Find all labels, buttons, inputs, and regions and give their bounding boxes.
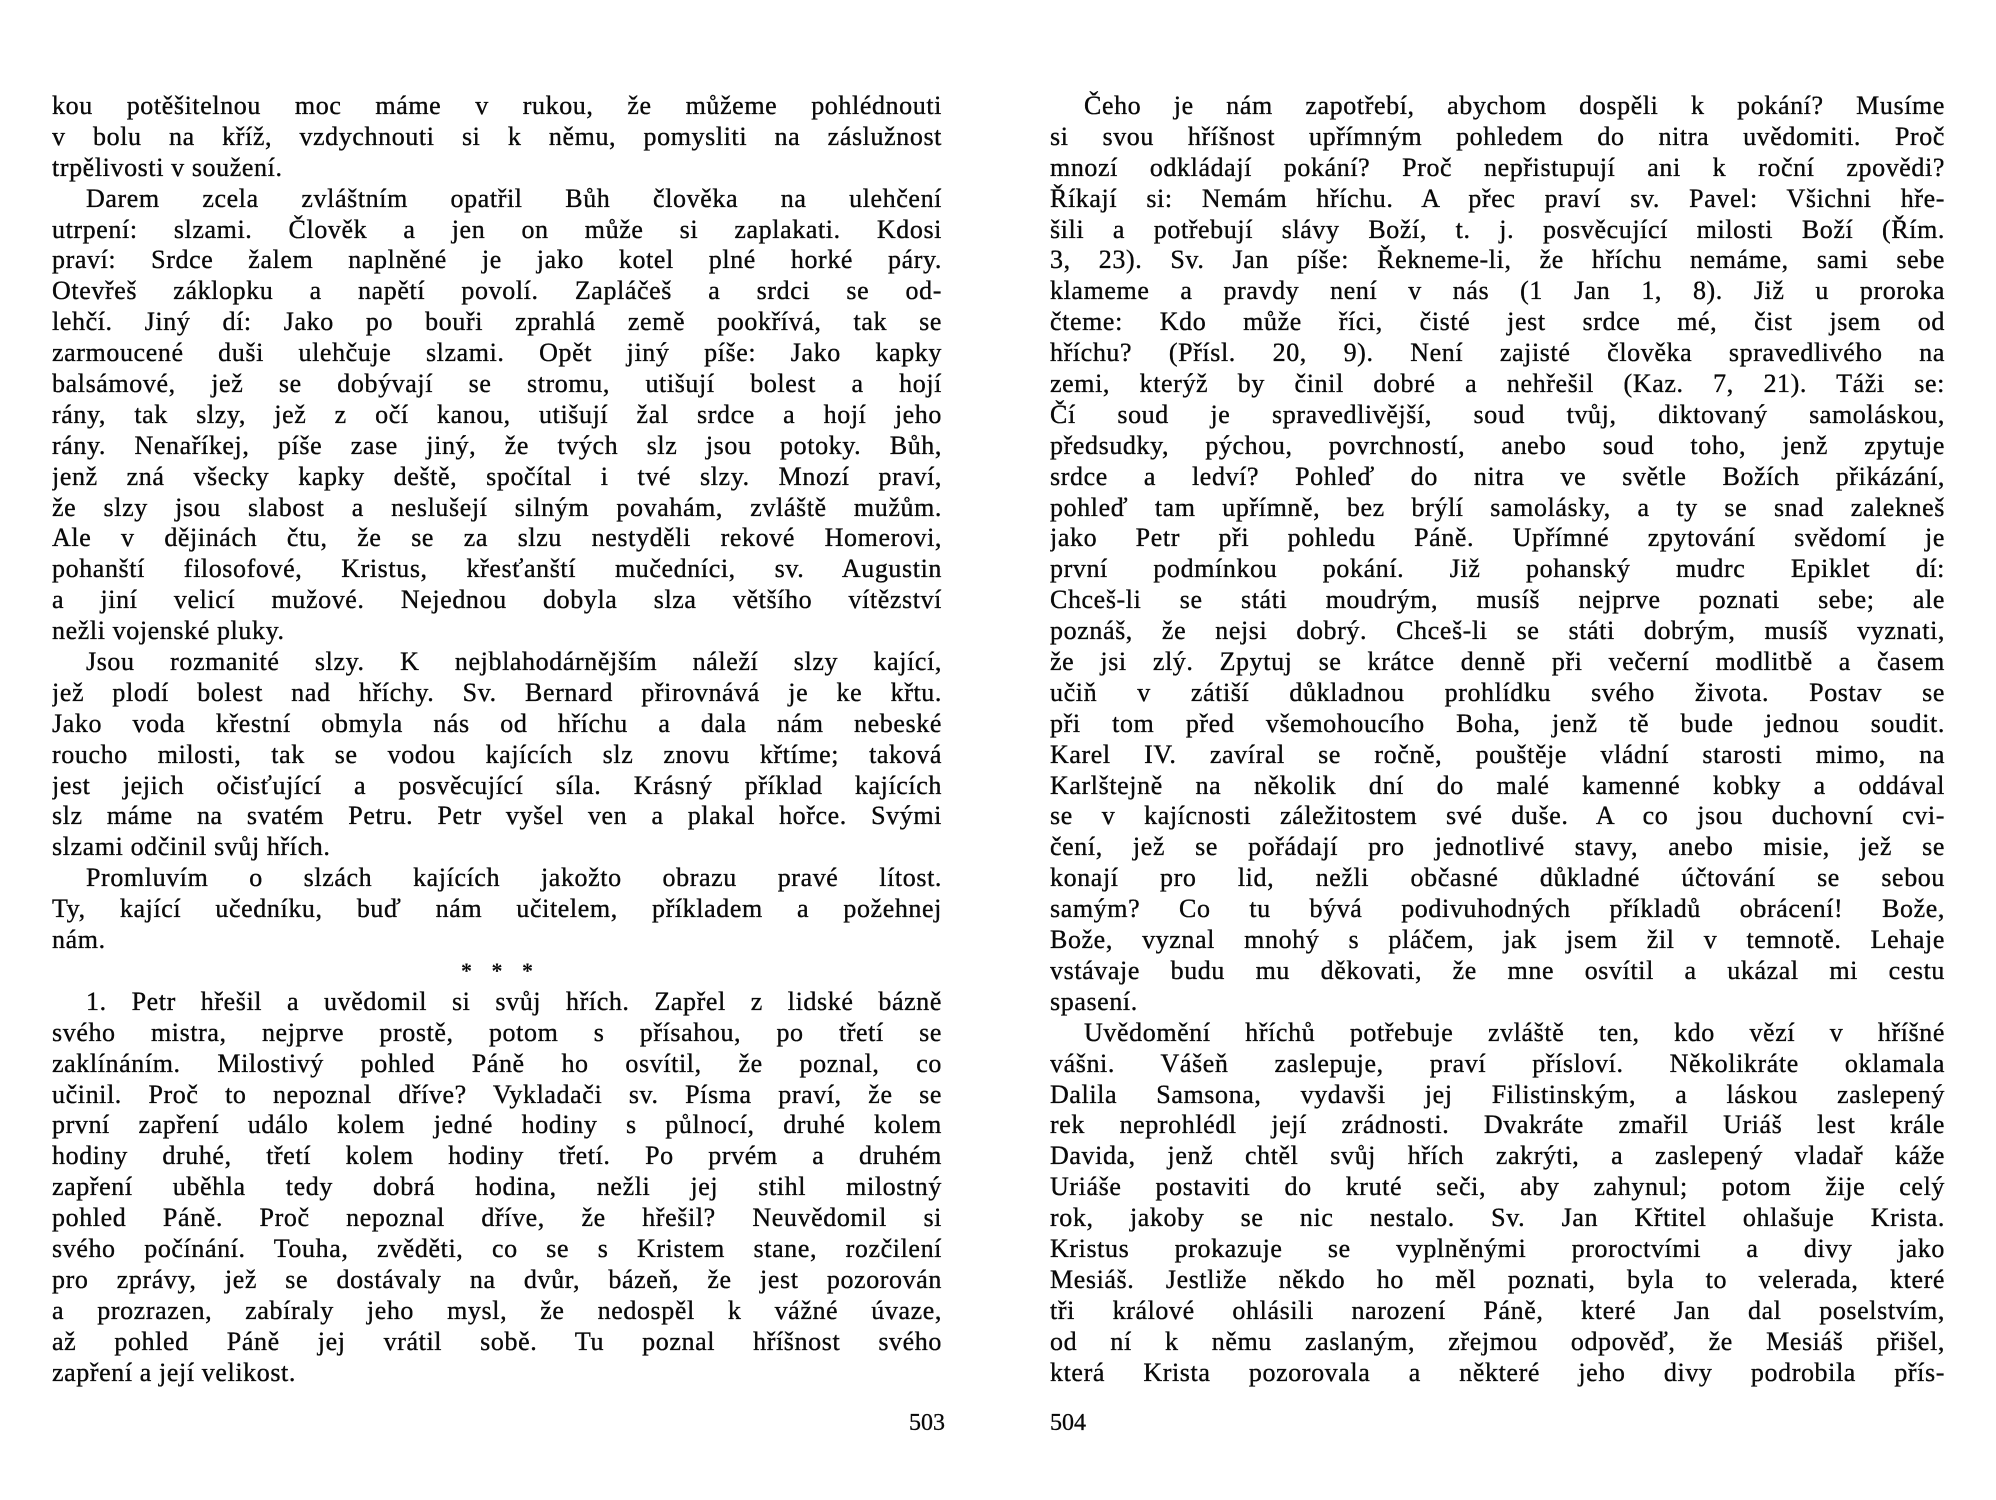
right-page-text [1050,91,1945,1388]
text-line: rok, jakoby se nic nestalo. Sv. Jan Křtitel ohlašuje Krista. [1050,1203,1945,1233]
text-line: spasení. [1050,986,1138,1016]
text-line: čení, jež se pořádají pro jednotlivé stavy, anebo misie, jež se [1050,832,1945,862]
text-line: Čeho je nám zapotřebí, abychom dospěli k pokání? Musíme [1084,91,1945,120]
text-line: pohled Páně. Proč nepoznal dříve, že hřešil? Neuvědomil si [52,1203,942,1233]
page-number-left: 503 [909,1410,945,1436]
text-line: roucho milosti, tak se vodou kajících slz znovu křtíme; taková [52,739,942,769]
text-line: pro zprávy, jež se dostávaly na dvůr, bázeň, že jest pozorován [52,1264,942,1294]
text-line: hříchu? (Přísl. 20, 9). Není zajisté člověka spravedlivého na [1050,338,1945,368]
text-line: Uvědomění hříchů potřebuje zvláště ten, kdo vězí v hříšné [1084,1017,1945,1047]
text-line: trpělivosti v soužení. [52,152,283,182]
left-page-text [52,91,942,1388]
paragraph [1050,1018,1945,1389]
text-line: rány, tak slzy, jež z očí kanou, utišují žal srdce a hojí jeho [52,399,942,429]
text-line: zarmoucené duši ulehčuje slzami. Opět jiný píše: Jako kapky [52,338,942,368]
text-line: že jsi zlý. Zpytuj se krátce denně při večerní modlitbě a časem [1050,647,1945,677]
text-line: svého počínání. Touha, zvěděti, co se s Kristem stane, rozčilení [52,1233,942,1263]
text-line: první zapření událo kolem jedné hodiny s půlnocí, druhé kolem [52,1110,942,1140]
text-line: si svou hříšnost upřímným pohledem do nitra uvědomiti. Proč [1050,121,1945,151]
text-line: svého mistra, nejprve prostě, potom s přísahou, po třetí se [52,1017,942,1047]
text-line: Říkají si: Nemám hříchu. A přec praví sv. Pavel: Všichni hře- [1050,183,1945,213]
text-line: jest jejich očisťující a posvěcující síla. Krásný příklad kajících [52,770,942,800]
text-line: při tom před všemohoucího Boha, jenž tě bude jednou soudit. [1050,708,1945,738]
text-line: čteme: Kdo může říci, čisté jest srdce mé, čist jsem od [1050,307,1945,337]
text-line: že slzy jsou slabost a neslušejí silným povahám, zvláště mužům. [52,492,942,522]
text-line: pohleď tam upřímně, bez brýlí samolásky, a ty se snad zalekneš [1050,492,1945,522]
text-line: učinil. Proč to nepoznal dříve? Vykladači sv. Písma praví, že se [52,1079,942,1109]
text-line: hodiny druhé, třetí kolem hodiny třetí. Po prvém a druhém [52,1141,942,1171]
text-line: konají pro lid, nežli občasné důkladné účtování se sebou [1050,863,1945,893]
text-line: první podmínkou pokání. Již pohanský mudrc Epiklet dí: [1050,554,1945,584]
text-line: kou potěšitelnou moc máme v rukou, že můžeme pohlédnouti [52,91,942,120]
text-line: Chceš-li se státi moudrým, musíš nejprve poznati sebe; ale [1050,585,1945,615]
text-line: zemi, kterýž by činil dobré a nehřešil (Kaz. 7, 21). Táži se: [1050,369,1945,399]
text-line: šili a potřebují slávy Boží, t. j. posvěcující milosti Boží (Řím. [1050,214,1945,244]
text-line: vášni. Vášeň zaslepuje, praví přísloví. Několikráte oklamala [1050,1048,1945,1078]
paragraph [52,987,942,1389]
text-line: Promluvím o slzách kajících jakožto obrazu pravé lítost. [86,863,942,893]
section-separator: * * * [461,957,533,983]
paragraph [52,647,942,863]
text-line: zapření a její velikost. [52,1357,296,1387]
text-line: Davida, jenž chtěl svůj hřích zakrýti, a zaslepený vladař káže [1050,1141,1945,1171]
text-line: která Krista pozorovala a některé jeho divy podrobila přís- [1050,1357,1945,1387]
text-line: tři králové ohlásili narození Páně, které Jan dal poselstvím, [1050,1295,1945,1325]
text-line: Otevřeš záklopku a napětí povolí. Zapláčeš a srdci se od- [52,276,942,306]
text-line: 1. Petr hřešil a uvědomil si svůj hřích. Zapřel z lidské bázně [86,986,942,1016]
paragraph [52,91,942,184]
text-line: v bolu na kříž, vzdychnouti si k němu, pomysliti na záslužnost [52,121,942,151]
text-line: nežli vojenské pluky. [52,616,285,646]
text-line: a jiní velicí mužové. Nejednou dobyla slza většího vítězství [52,585,942,615]
text-line: poznáš, že nejsi dobrý. Chceš-li se státi dobrým, musíš vyznati, [1050,616,1945,646]
text-line: Ale v dějinách čtu, že se za slzu nestyděli rekové Homerovi, [52,523,942,553]
text-line: zaklínáním. Milostivý pohled Páně ho osvítil, že poznal, co [52,1048,942,1078]
text-line: až pohled Páně jej vrátil sobě. Tu poznal hříšnost svého [52,1326,942,1356]
text-line: mnozí odkládají pokání? Proč nepřistupují ani k roční zpovědi? [1050,152,1945,182]
text-line: Karlštejně na několik dní do malé kamenné kobky a oddával [1050,770,1945,800]
text-line: Karel IV. zavíral se ročně, pouštěje vládní starosti mimo, na [1050,739,1945,769]
text-line: jako Petr při pohledu Páně. Upřímné zpytování svědomí je [1050,523,1945,553]
text-line: Jako voda křestní obmyla nás od hříchu a dala nám nebeské [52,708,942,738]
text-line: jež plodí bolest nad hříchy. Sv. Bernard přirovnává je ke křtu. [52,677,942,707]
text-line: nám. [52,925,106,955]
text-line: od ní k němu zaslaným, zřejmou odpověď, že Mesiáš přišel, [1050,1326,1945,1356]
text-line: předsudky, pýchou, povrchností, anebo soud toho, jenž zpytuje [1050,430,1945,460]
text-line: lehčí. Jiný dí: Jako po bouři zprahlá země pookřívá, tak se [52,307,942,337]
text-line: srdce a ledví? Pohleď do nitra ve světle Božích přikázání, [1050,461,1945,491]
text-line: samým? Co tu bývá podivuhodných příkladů obrácení! Bože, [1050,894,1945,924]
page-number-right: 504 [1050,1410,1086,1436]
text-line: jenž zná všecky kapky deště, spočítal i tvé slzy. Mnozí praví, [52,461,942,491]
text-line: Ty, kající učedníku, buď nám učitelem, příkladem a požehnej [52,894,942,924]
text-line: utrpení: slzami. Člověk a jen on může si zaplakati. Kdosi [52,214,942,244]
text-line: balsámové, jež se dobývají se stromu, utišují bolest a hojí [52,369,942,399]
text-line: pohanští filosofové, Kristus, křesťanští mučedníci, sv. Augustin [52,554,942,584]
text-line: praví: Srdce žalem naplněné je jako kotel plné horké páry. [52,245,942,275]
paragraph [1050,91,1945,1018]
text-line: klameme a pravdy není v nás (1 Jan 1, 8). Již u proroka [1050,276,1945,306]
text-line: Čí soud je spravedlivější, soud tvůj, diktovaný samoláskou, [1050,399,1945,429]
text-line: 3, 23). Sv. Jan píše: Řekneme-li, že hříchu nemáme, sami sebe [1050,245,1945,275]
text-line: slz máme na svatém Petru. Petr vyšel ven a plakal hořce. Svými [52,801,942,831]
text-line: slzami odčinil svůj hřích. [52,832,331,862]
text-line: rány. Nenaříkej, píše zase jiný, že tvých slz jsou potoky. Bůh, [52,430,942,460]
text-line: rek neprohlédl její zrádnosti. Dvakráte zmařil Uriáš lest krále [1050,1110,1945,1140]
text-line: Bože, vyznal mnohý s pláčem, jak jsem žil v temnotě. Lehaje [1050,925,1945,955]
text-line: se v kajícnosti záležitostem své duše. A co jsou duchovní cvi- [1050,801,1945,831]
text-line: zapření uběhla tedy dobrá hodina, nežli jej stihl milostný [52,1172,942,1202]
paragraph [52,184,942,647]
text-line: Darem zcela zvláštním opatřil Bůh člověka na ulehčení [86,183,942,213]
text-line: Mesiáš. Jestliže někdo ho měl poznati, byla to velerada, které [1050,1264,1945,1294]
paragraph [52,863,942,956]
text-line: učiň v zátiší důkladnou prohlídku svého života. Postav se [1050,677,1945,707]
text-line: Kristus prokazuje se vyplněnými proroctvími a divy jako [1050,1233,1945,1263]
text-line: a prozrazen, zabíraly jeho mysl, že nedospěl k vážné úvaze, [52,1295,942,1325]
text-line: Uriáše postaviti do kruté seči, aby zahynul; potom žije celý [1050,1172,1945,1202]
text-line: vstávaje budu mu děkovati, že mne osvítil a ukázal mi cestu [1050,955,1945,985]
text-line: Dalila Samsona, vydavši jej Filistinským, a láskou zaslepený [1050,1079,1945,1109]
text-line: Jsou rozmanité slzy. K nejblahodárnějším náleží slzy kající, [86,647,942,677]
